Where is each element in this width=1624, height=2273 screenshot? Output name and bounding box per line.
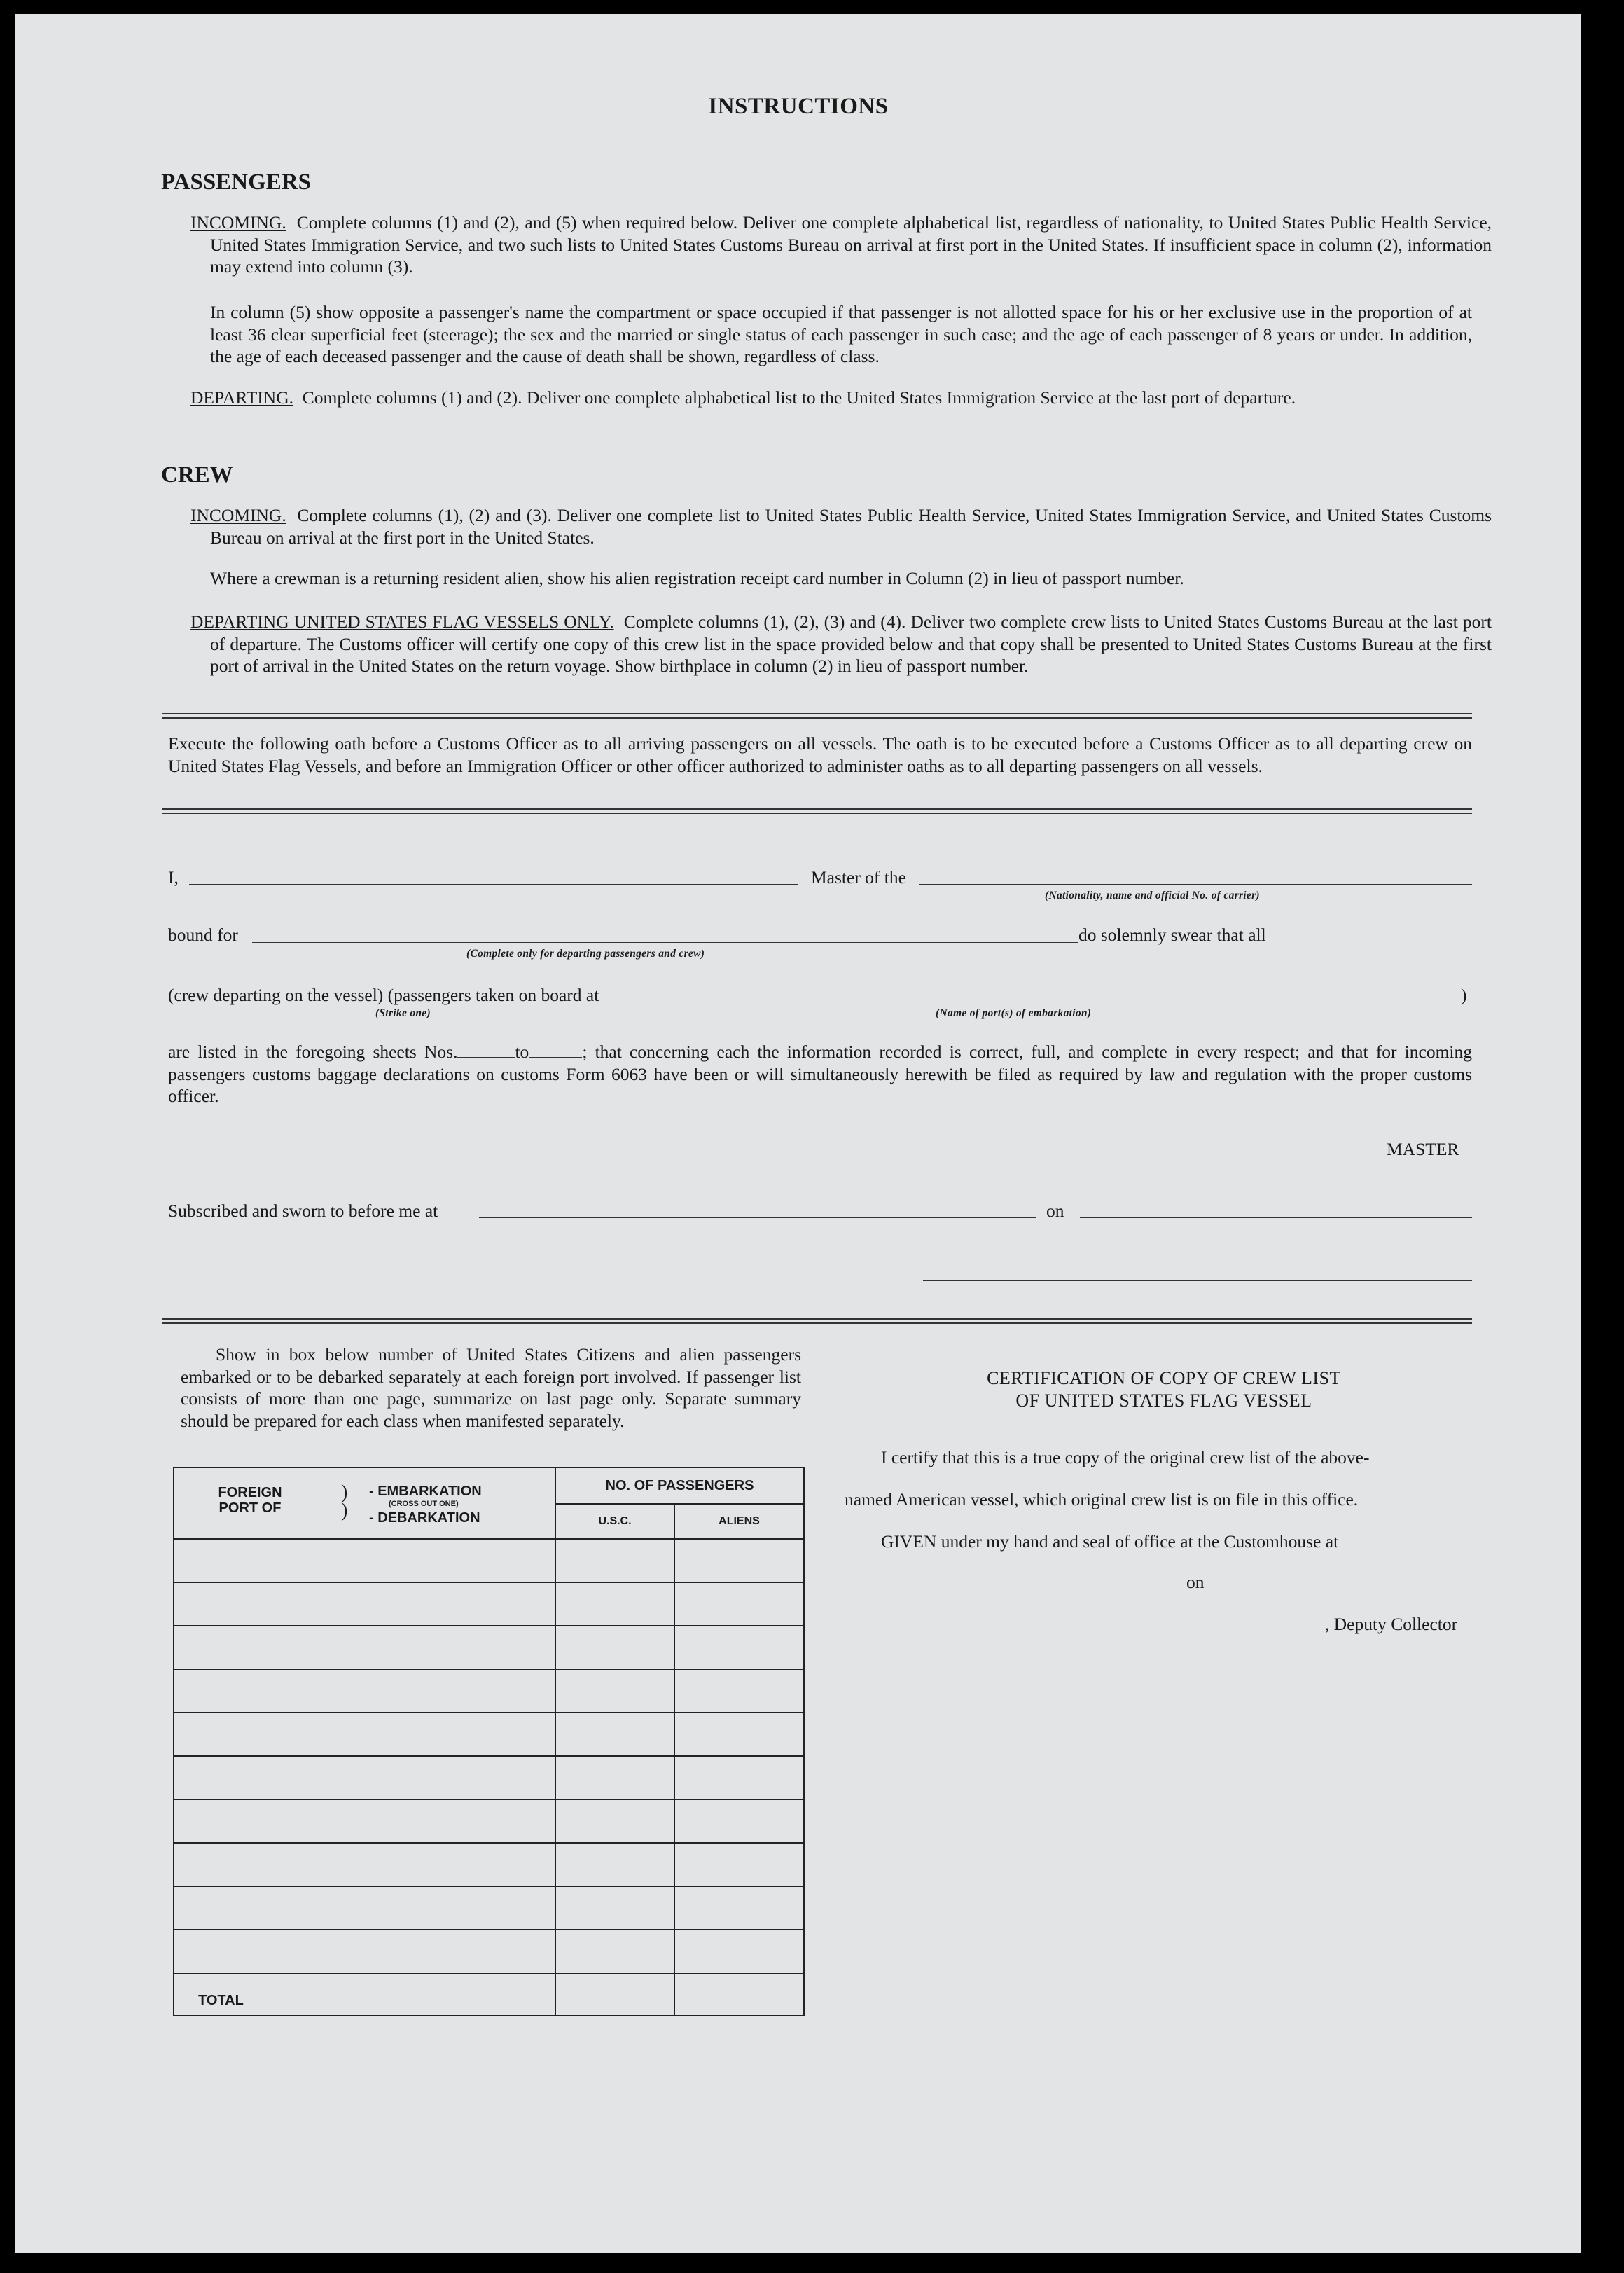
passengers-incoming-text: Complete columns (1) and (2), and (5) when required below. Deliver one complete alphabetical list, regardless of nationality, to United States Public Health Service, United States Immigration Service, and two such lists to United States Customs Bureau on arrival at first port in the United States. If insufficient space in column (2), information may extend into column (3).	[210, 212, 1492, 277]
foreign-port-of-label: FOREIGN PORT OF	[218, 1485, 282, 1516]
listed-paragraph	[168, 1041, 1472, 1107]
aliens-cell[interactable]	[674, 1756, 804, 1799]
certification-line2: named American vessel, which original crew list is on file in this office.	[845, 1489, 1359, 1509]
crew-flag-vessels-text: Complete columns (1), (2), (3) and (4). Deliver two complete crew lists to United States Customs Bureau at the last port of departure. The Customs officer will certify one copy of this crew list in the space provided below and that copy shall be presented to United States Customs Bureau at the first port of arrival in the United States on the return voyage. Show birthplace in column (2) in lieu of passport number.	[210, 612, 1492, 676]
certification-line3: GIVEN under my hand and seal of office at the Customhouse at	[881, 1531, 1339, 1552]
table-row	[174, 1886, 804, 1930]
passengers-departing-paragraph	[190, 387, 1492, 409]
table-row	[174, 1756, 804, 1799]
passengers-column5-paragraph: In column (5) show opposite a passenger's name the compartment or space occupied if that passenger is not allotted space for his or her exclusive use in the proportion of at least 36 clear superficial feet (steerage); the sex and the married or single status of each passenger in such case; and the age of each passenger of 8 years or under. In addition, the age of each deceased passenger and the cause of death shall be shown, regardless of class.	[210, 302, 1472, 366]
table-row	[174, 1626, 804, 1669]
cross-out-label: (CROSS OUT ONE)	[389, 1500, 459, 1508]
master-label: MASTER	[1387, 1139, 1459, 1159]
bound-for-field[interactable]	[252, 942, 1078, 943]
aliens-cell[interactable]	[674, 1626, 804, 1669]
no-of-passengers-header: NO. OF PASSENGERS	[555, 1467, 804, 1504]
aliens-cell[interactable]	[674, 1930, 804, 1973]
certification-line1: I certify that this is a true copy of the original crew list of the above-	[881, 1447, 1370, 1467]
divider	[162, 813, 1472, 814]
aliens-cell[interactable]	[674, 1582, 804, 1626]
usc-cell[interactable]	[555, 1799, 674, 1843]
usc-cell[interactable]	[555, 1713, 674, 1756]
usc-cell[interactable]	[555, 1539, 674, 1582]
divider	[162, 717, 1472, 719]
summary-instructions: Show in box below number of United States Citizens and alien passengers embarked or to be debarked separately at each foreign port involved. If passenger list consists of more than one page, summarize on last page only. Separate summary should be prepared for each class when manifested separately.	[181, 1344, 801, 1431]
officer-signature-field[interactable]	[923, 1280, 1472, 1281]
divider	[162, 808, 1472, 810]
certification-heading	[849, 1367, 1479, 1412]
debarkation-label: - DEBARKATION	[369, 1510, 480, 1526]
usc-header: U.S.C.	[555, 1504, 674, 1539]
certification-heading-line1: CERTIFICATION OF COPY OF CREW LIST	[987, 1368, 1341, 1388]
sworn-on-label: on	[1046, 1201, 1064, 1221]
strike-one-caption: (Strike one)	[375, 1007, 431, 1019]
port-cell[interactable]	[174, 1539, 555, 1582]
table-row	[174, 1799, 804, 1843]
master-of-the-label: Master of the	[811, 867, 906, 887]
passengers-incoming-paragraph	[190, 212, 1492, 278]
crew-flag-vessels-paragraph	[190, 611, 1492, 677]
usc-cell[interactable]	[555, 1886, 674, 1930]
usc-cell[interactable]	[555, 1669, 674, 1713]
sworn-place-field[interactable]	[479, 1217, 1036, 1218]
oath-instruction: Execute the following oath before a Customs Officer as to all arriving passengers on all vessels. The oath is to be executed before a Customs Officer as to all departing crew on United States Flag Vessels, and before an Immigration Officer or other officer authorized to administer oaths as to all departing passengers on all vessels.	[168, 733, 1472, 776]
crew-resident-paragraph: Where a crewman is a returning resident alien, show his alien registration receipt card number in Column (2) in lieu of passport number.	[210, 568, 1184, 588]
port-cell[interactable]	[174, 1886, 555, 1930]
usc-cell[interactable]	[555, 1756, 674, 1799]
divider	[162, 1322, 1472, 1324]
port-cell[interactable]	[174, 1843, 555, 1886]
crew-incoming-label: INCOMING.	[190, 505, 286, 525]
port-cell[interactable]	[174, 1669, 555, 1713]
table-row	[174, 1843, 804, 1886]
usc-cell[interactable]	[555, 1582, 674, 1626]
usc-cell[interactable]	[555, 1843, 674, 1886]
page-title: INSTRUCTIONS	[708, 94, 889, 119]
passengers-incoming-label: INCOMING.	[190, 212, 286, 233]
crew-flag-vessels-label: DEPARTING UNITED STATES FLAG VESSELS ONLY.	[190, 612, 614, 632]
usc-total-cell[interactable]	[555, 1973, 674, 2015]
nationality-caption: (Nationality, name and official No. of carrier)	[1045, 890, 1260, 901]
divider	[162, 1318, 1472, 1320]
port-cell[interactable]	[174, 1582, 555, 1626]
certification-heading-line2: OF UNITED STATES FLAG VESSEL	[1015, 1390, 1312, 1411]
passengers-heading: PASSENGERS	[161, 170, 311, 195]
deputy-collector-label: , Deputy Collector	[1325, 1614, 1458, 1634]
port-cell[interactable]	[174, 1713, 555, 1756]
divider	[162, 713, 1472, 714]
aliens-header: ALIENS	[674, 1504, 804, 1539]
carrier-field[interactable]	[919, 884, 1472, 885]
listed-to-label: to	[515, 1042, 529, 1062]
listed-sheets-label: are listed in the foregoing sheets Nos.	[168, 1042, 458, 1062]
crew-heading: CREW	[161, 462, 233, 488]
aliens-cell[interactable]	[674, 1539, 804, 1582]
subscribed-label: Subscribed and sworn to before me at	[168, 1201, 438, 1221]
sheet-from-field[interactable]	[457, 1057, 515, 1058]
port-cell[interactable]	[174, 1756, 555, 1799]
sworn-date-field[interactable]	[1080, 1217, 1472, 1218]
crew-incoming-text: Complete columns (1), (2) and (3). Deliver one complete list to United States Public Health Service, United States Immigration Service, and United States Customs Bureau on arrival at the first port in the United States.	[210, 505, 1492, 548]
passengers-departing-label: DEPARTING.	[190, 387, 293, 408]
crew-incoming-paragraph	[190, 504, 1492, 548]
swear-label: do solemnly swear that all	[1078, 925, 1266, 945]
table-row	[174, 1582, 804, 1626]
table-row	[174, 1713, 804, 1756]
certification-on-label: on	[1186, 1572, 1205, 1592]
table-row	[174, 1669, 804, 1713]
usc-cell[interactable]	[555, 1626, 674, 1669]
passengers-departing-text: Complete columns (1) and (2). Deliver one complete alphabetical list to the United States Immigration Service at the last port of departure.	[302, 387, 1296, 408]
port-cell[interactable]	[174, 1930, 555, 1973]
document-page	[15, 14, 1581, 2253]
listed-statement: ; that concerning each the information recorded is correct, full, and complete in every respect; and that for incoming passengers customs baggage declarations on customs Form 6063 have been or will simultaneously herewith be filed as required by law and regulation with the proper customs officer.	[168, 1042, 1472, 1106]
aliens-cell[interactable]	[674, 1713, 804, 1756]
aliens-total-cell[interactable]	[674, 1973, 804, 2015]
table-row	[174, 1539, 804, 1582]
table-header-row	[174, 1467, 804, 1504]
sheet-to-field[interactable]	[529, 1057, 582, 1058]
crew-departing-label: (crew departing on the vessel) (passengers taken on board at	[168, 985, 599, 1005]
aliens-cell[interactable]	[674, 1669, 804, 1713]
foreign-port-header	[174, 1467, 555, 1539]
table-row	[174, 1930, 804, 1973]
passenger-summary-table	[173, 1467, 805, 2016]
oath-i-label: I,	[168, 867, 179, 887]
usc-cell[interactable]	[555, 1930, 674, 1973]
port-cell[interactable]	[174, 1799, 555, 1843]
total-label: TOTAL	[174, 1973, 555, 2015]
ports-caption: (Name of port(s) of embarkation)	[936, 1007, 1092, 1019]
master-name-field[interactable]	[189, 884, 798, 885]
total-row	[174, 1973, 804, 2015]
close-paren: )	[1461, 985, 1467, 1005]
embarkation-label: - EMBARKATION	[369, 1484, 482, 1499]
port-cell[interactable]	[174, 1626, 555, 1669]
bound-for-caption: (Complete only for departing passengers and crew)	[466, 948, 705, 960]
brace-icon: ) )	[341, 1481, 348, 1521]
aliens-cell[interactable]	[674, 1843, 804, 1886]
bound-for-label: bound for	[168, 925, 238, 945]
aliens-cell[interactable]	[674, 1799, 804, 1843]
aliens-cell[interactable]	[674, 1886, 804, 1930]
